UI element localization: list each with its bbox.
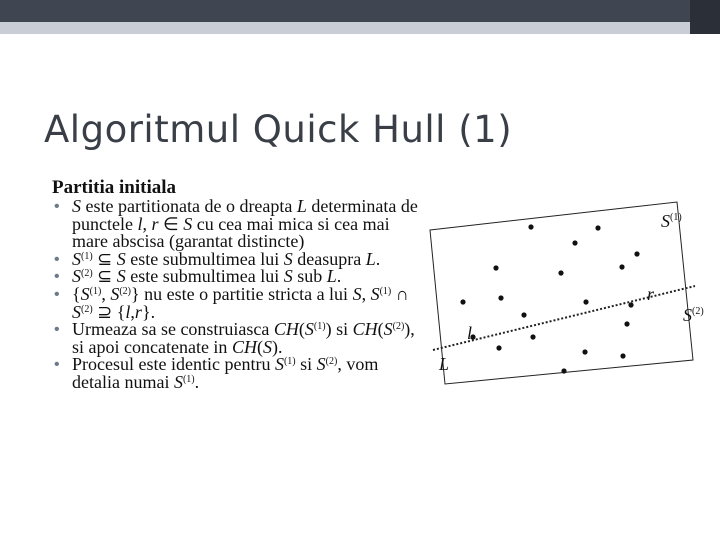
point [521,312,526,317]
text: , [142,213,152,234]
text: ). [271,336,283,357]
math-var: S [283,266,293,287]
math-sup: (1) [313,321,326,333]
bullet-item-5 [54,321,426,356]
math-sup: (2) [392,321,405,333]
math-var: CH [352,319,378,340]
slide-title: Algoritmul Quick Hull (1) [44,108,513,151]
math-sup: (1) [379,285,392,297]
math-var: S [370,283,380,304]
math-op: ⊇ { [92,301,126,322]
text: } nu este o partitie stricta a lui [130,283,353,304]
math-var: l [125,301,131,322]
math-var: S [116,248,126,269]
label-S1: $S^{(1)}$ [661,211,682,231]
text: ( [256,336,263,357]
point [493,265,498,270]
label-r: r [647,284,655,304]
text: ) si [325,319,353,340]
point [582,349,587,354]
point [528,224,533,229]
dividing-line-L [433,286,695,350]
math-var: l [137,213,143,234]
text: si [295,354,317,375]
math-var: S [304,319,314,340]
math-sup: (1) [182,373,195,385]
text: . [375,248,381,269]
math-var: S [72,196,81,216]
point [561,368,566,373]
text: Urmeaza sa se construiasca [72,319,274,340]
label-S2: $S^{(2)}$ [683,305,704,325]
math-sup: (1) [283,356,296,368]
text: , [130,301,135,322]
math-var: L [365,248,376,269]
point [595,225,600,230]
text: }. [141,301,156,322]
top-decor-accent [690,0,720,34]
point [530,334,535,339]
text: . [336,266,342,287]
text: este submultimea lui [125,248,284,269]
text: deasupra [292,248,366,269]
text: ), si apoi concatenate in [72,319,415,357]
quickhull-diagram [425,190,720,420]
text: . [194,371,200,392]
math-var: r [134,301,142,322]
math-sup: (2) [119,285,131,297]
math-op: ∩ [391,283,409,304]
text: Procesul este identic pentru [72,354,275,375]
math-var: S [316,354,326,375]
point [619,264,624,269]
point [498,295,503,300]
point [624,321,629,326]
math-var: S [274,354,284,375]
math-var: S [352,283,362,304]
text: sub [292,266,327,287]
math-sup: (2) [81,303,93,315]
math-var: S [72,301,81,322]
text: ( [298,319,305,340]
label-l: l [467,323,473,343]
point [496,345,501,350]
math-sup: (1) [81,250,93,262]
bullet-list [54,198,426,392]
text: cu cea mai mica si cea mai mare abscisa (garantat distincte) [72,213,390,252]
bullet-item-4 [54,283,426,322]
math-sup: (1) [89,285,102,297]
math-var: CH [231,336,257,357]
math-var: S [173,371,183,392]
math-op: ⊆ [92,248,117,269]
text: , [101,283,111,304]
point [628,302,633,307]
point [460,299,465,304]
math-var: CH [273,319,299,340]
math-var: S [383,319,393,340]
top-decor-stripe [0,22,720,34]
point-group [460,224,639,373]
math-var: L [296,196,307,216]
point [634,251,639,256]
point [558,270,563,275]
point [620,353,625,358]
math-var: S [110,283,120,304]
math-sup: (2) [81,268,93,280]
math-var: S [80,283,90,304]
math-var: S [72,248,81,269]
math-var: S [262,336,272,357]
math-var: S [183,213,193,234]
text: , vom detalia numai [72,354,379,392]
text: ( [377,319,384,340]
top-decor-bar [0,0,720,22]
math-var: S [116,266,126,287]
text: este submultimea lui [125,266,284,287]
point [572,240,577,245]
math-op: ∈ [158,213,184,234]
text: este partitionata de o dreapta [81,196,297,216]
text: { [72,283,81,304]
math-var: L [326,266,337,287]
text: , [361,283,371,304]
math-var: r [151,213,159,234]
math-var: S [283,248,293,269]
section-heading: Partitia initiala [52,177,177,198]
bullet-item-1 [54,198,426,251]
math-op: ⊆ [92,266,117,287]
point [583,299,588,304]
bullet-item-6 [54,356,426,391]
math-var: S [72,266,81,287]
text: determinata de punctele [72,196,418,234]
math-sup: (2) [325,356,338,368]
label-L: L [439,354,450,374]
